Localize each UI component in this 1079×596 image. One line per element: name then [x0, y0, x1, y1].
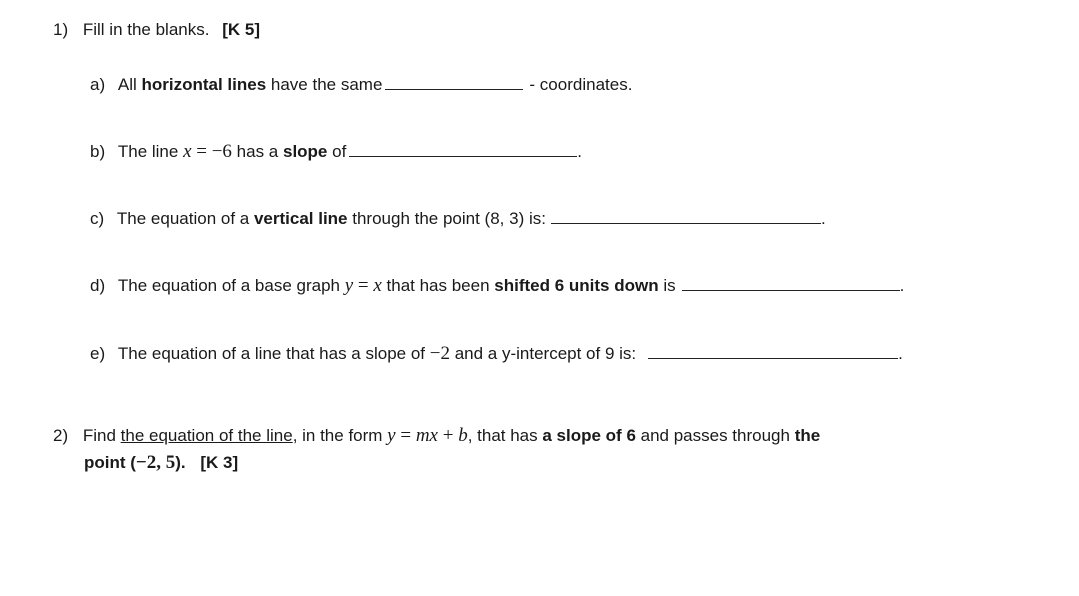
- math-operator: =: [395, 425, 416, 446]
- item-label: c): [90, 209, 105, 228]
- marks: [K 5]: [222, 20, 260, 39]
- item-bold-text: slope: [282, 142, 328, 161]
- bold-text: a slope of 6: [542, 426, 636, 445]
- question-2-line-1: [53, 425, 820, 447]
- question-2-line-2: [84, 452, 238, 474]
- math-operator: +: [437, 425, 459, 446]
- item-label: d): [90, 276, 106, 295]
- bold-text: the: [794, 426, 821, 445]
- math-variable: y: [344, 275, 354, 296]
- item-text: is: [658, 276, 676, 295]
- item-text: has a: [231, 142, 283, 161]
- period: .: [898, 344, 903, 363]
- item-text: The equation of a base graph: [117, 276, 345, 295]
- item-text: and a y-intercept of 9 is:: [449, 344, 637, 363]
- math-variable: x: [373, 275, 382, 296]
- period: .: [899, 276, 905, 295]
- math-variable: x: [183, 141, 192, 162]
- item-text: through the point (8, 3) is:: [347, 209, 546, 228]
- item-label: e): [90, 344, 106, 363]
- answer-blank-c[interactable]: [551, 206, 821, 224]
- question-1-heading: [53, 19, 260, 41]
- question-text: , in the form: [292, 426, 388, 445]
- item-bold-text: horizontal lines: [141, 75, 267, 94]
- item-text: The equation of a: [116, 209, 254, 228]
- answer-blank-a[interactable]: [385, 72, 523, 90]
- item-b: [90, 139, 582, 163]
- item-text: have the same: [266, 75, 383, 94]
- underlined-text: the equation of the line: [120, 426, 293, 445]
- item-text: that has been: [381, 276, 495, 295]
- item-d: [90, 273, 904, 297]
- answer-blank-d[interactable]: [682, 273, 900, 291]
- item-bold-text: shifted 6 units down: [494, 276, 659, 295]
- question-text: Find: [82, 426, 121, 445]
- bold-text: ).: [175, 453, 186, 472]
- item-text: The line: [117, 142, 184, 161]
- item-label: b): [90, 142, 106, 161]
- item-e: [90, 341, 903, 365]
- item-text: All: [117, 75, 142, 94]
- answer-blank-b[interactable]: [349, 139, 577, 157]
- item-text: of: [327, 142, 347, 161]
- item-text: The equation of a line that has a slope of: [117, 344, 430, 363]
- math-expression: = −6: [191, 141, 232, 162]
- math-expression: −2: [429, 343, 450, 364]
- math-variable: y: [387, 425, 396, 446]
- bold-text: point (: [84, 453, 136, 472]
- math-operator: =: [353, 275, 374, 296]
- item-a: [90, 72, 632, 96]
- math-expression: −2, 5: [135, 452, 176, 473]
- period: .: [577, 142, 583, 161]
- item-text: - coordinates.: [529, 75, 633, 94]
- question-number: 1): [53, 20, 69, 39]
- item-label: a): [90, 75, 106, 94]
- answer-blank-e[interactable]: [648, 341, 898, 359]
- item-c: [90, 206, 826, 230]
- math-variable: mx: [415, 425, 438, 446]
- item-bold-text: vertical line: [253, 209, 348, 228]
- math-variable: b: [458, 425, 468, 446]
- question-text: Fill in the blanks.: [82, 20, 210, 39]
- question-number: 2): [53, 426, 69, 445]
- period: .: [820, 209, 826, 228]
- question-text: and passes through: [635, 426, 795, 445]
- marks: [K 3]: [200, 453, 239, 472]
- question-text: , that has: [467, 426, 543, 445]
